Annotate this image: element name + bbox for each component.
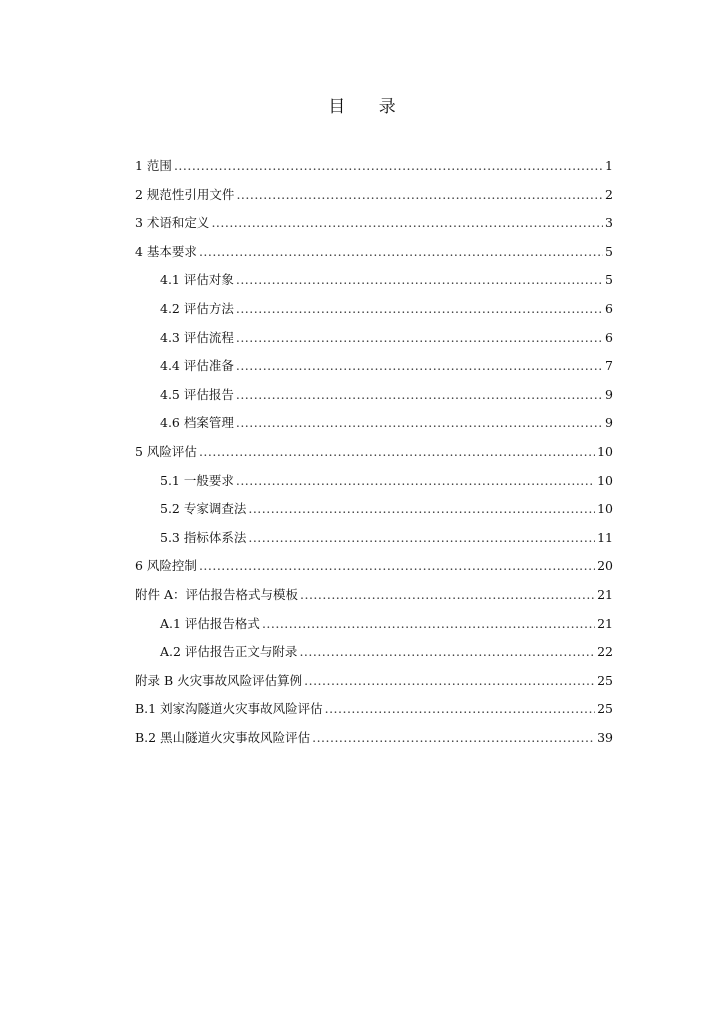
toc-entry[interactable] [135, 299, 613, 328]
toc-entry[interactable] [135, 213, 613, 242]
toc-page-number: 22 [597, 644, 613, 660]
toc-entry[interactable] [135, 270, 613, 299]
toc-entry[interactable] [135, 556, 613, 585]
toc-entry[interactable] [135, 356, 613, 385]
toc-entry-label: 附录 B 火灾事故风险评估算例 [135, 672, 303, 688]
toc-entry[interactable] [135, 528, 613, 557]
toc-dot-leader [236, 471, 595, 491]
toc-entry[interactable] [135, 699, 613, 728]
toc-entry-label: 4.4 评估准备 [160, 358, 234, 374]
toc-page-number: 1 [605, 158, 613, 173]
toc-list [135, 156, 613, 756]
toc-page-number: 25 [597, 701, 613, 717]
toc-dot-leader [236, 185, 603, 205]
toc-entry-label: 6 风险控制 [135, 558, 197, 574]
toc-entry[interactable] [135, 385, 613, 414]
toc-dot-leader [199, 242, 603, 262]
toc-dot-leader [248, 499, 595, 519]
toc-page-number: 7 [605, 358, 613, 374]
toc-entry[interactable] [135, 156, 613, 185]
toc-entry-label: 5 风险评估 [135, 443, 197, 459]
toc-entry-label: B.1 刘家沟隧道火灾事故风险评估 [135, 701, 323, 717]
toc-dot-leader [262, 614, 595, 634]
toc-page-number: 10 [597, 472, 613, 488]
toc-dot-leader [325, 699, 596, 719]
toc-entry-label: 1 范围 [135, 158, 172, 173]
toc-page-number: 5 [605, 243, 613, 259]
toc-entry[interactable] [135, 642, 613, 671]
toc-entry-label: 附件 A：评估报告格式与模板 [135, 586, 299, 602]
toc-page-number: 21 [597, 586, 613, 602]
toc-entry-label: B.2 黑山隧道火灾事故风险评估 [135, 729, 311, 745]
toc-page-number: 2 [605, 186, 613, 202]
toc-entry[interactable] [135, 728, 613, 757]
toc-entry[interactable] [135, 614, 613, 643]
toc-entry[interactable] [135, 185, 613, 214]
toc-page-number: 6 [605, 329, 613, 345]
toc-page-number: 6 [605, 300, 613, 316]
toc-entry-label: 3 术语和定义 [135, 215, 210, 231]
toc-page-number: 9 [605, 415, 613, 431]
toc-entry-label: A.1 评估报告格式 [160, 615, 260, 631]
toc-entry[interactable] [135, 413, 613, 442]
toc-page-number: 20 [597, 558, 613, 574]
toc-entry-label: A.2 评估报告正文与附录 [160, 644, 298, 660]
toc-page-number: 9 [605, 386, 613, 402]
toc-entry-label: 4.6 档案管理 [160, 415, 234, 431]
toc-entry[interactable] [135, 499, 613, 528]
toc-entry-label: 4.5 评估报告 [160, 386, 234, 402]
toc-dot-leader [199, 556, 595, 576]
toc-entry-label: 2 规范性引用文件 [135, 186, 235, 202]
toc-dot-leader [236, 356, 603, 376]
toc-entry-label: 4 基本要求 [135, 243, 197, 259]
toc-dot-leader [236, 413, 603, 433]
toc-dot-leader [300, 585, 595, 605]
toc-page-number: 10 [597, 501, 613, 517]
toc-entry-label: 5.1 一般要求 [160, 472, 234, 488]
toc-entry-label: 4.1 评估对象 [160, 272, 234, 288]
toc-entry[interactable] [135, 242, 613, 271]
toc-dot-leader [199, 442, 595, 462]
toc-entry-label: 4.3 评估流程 [160, 329, 234, 345]
toc-dot-leader [236, 328, 603, 348]
toc-entry-label: 4.2 评估方法 [160, 300, 234, 316]
toc-entry[interactable] [135, 471, 613, 500]
toc-entry[interactable] [135, 585, 613, 614]
toc-entry-label: 5.2 专家调查法 [160, 501, 247, 517]
toc-entry[interactable] [135, 442, 613, 471]
toc-dot-leader [304, 671, 595, 691]
toc-dot-leader [236, 299, 603, 319]
toc-entry[interactable] [135, 328, 613, 357]
toc-dot-leader [248, 528, 595, 548]
toc-page-number: 39 [597, 729, 613, 745]
toc-page-number: 25 [597, 672, 613, 688]
toc-page-number: 10 [597, 443, 613, 459]
toc-entry-label: 5.3 指标体系法 [160, 529, 247, 545]
toc-dot-leader [174, 156, 603, 176]
toc-dot-leader [211, 213, 603, 233]
toc-entry[interactable] [135, 671, 613, 700]
toc-dot-leader [236, 385, 603, 405]
toc-title: 目 录 [328, 97, 410, 117]
toc-page-number: 21 [597, 615, 613, 631]
toc-page-number: 3 [605, 215, 613, 231]
toc-dot-leader [312, 728, 595, 748]
toc-page-number: 5 [605, 272, 613, 288]
toc-dot-leader [299, 642, 595, 662]
toc-dot-leader [236, 270, 603, 290]
toc-page-number: 11 [597, 529, 613, 545]
